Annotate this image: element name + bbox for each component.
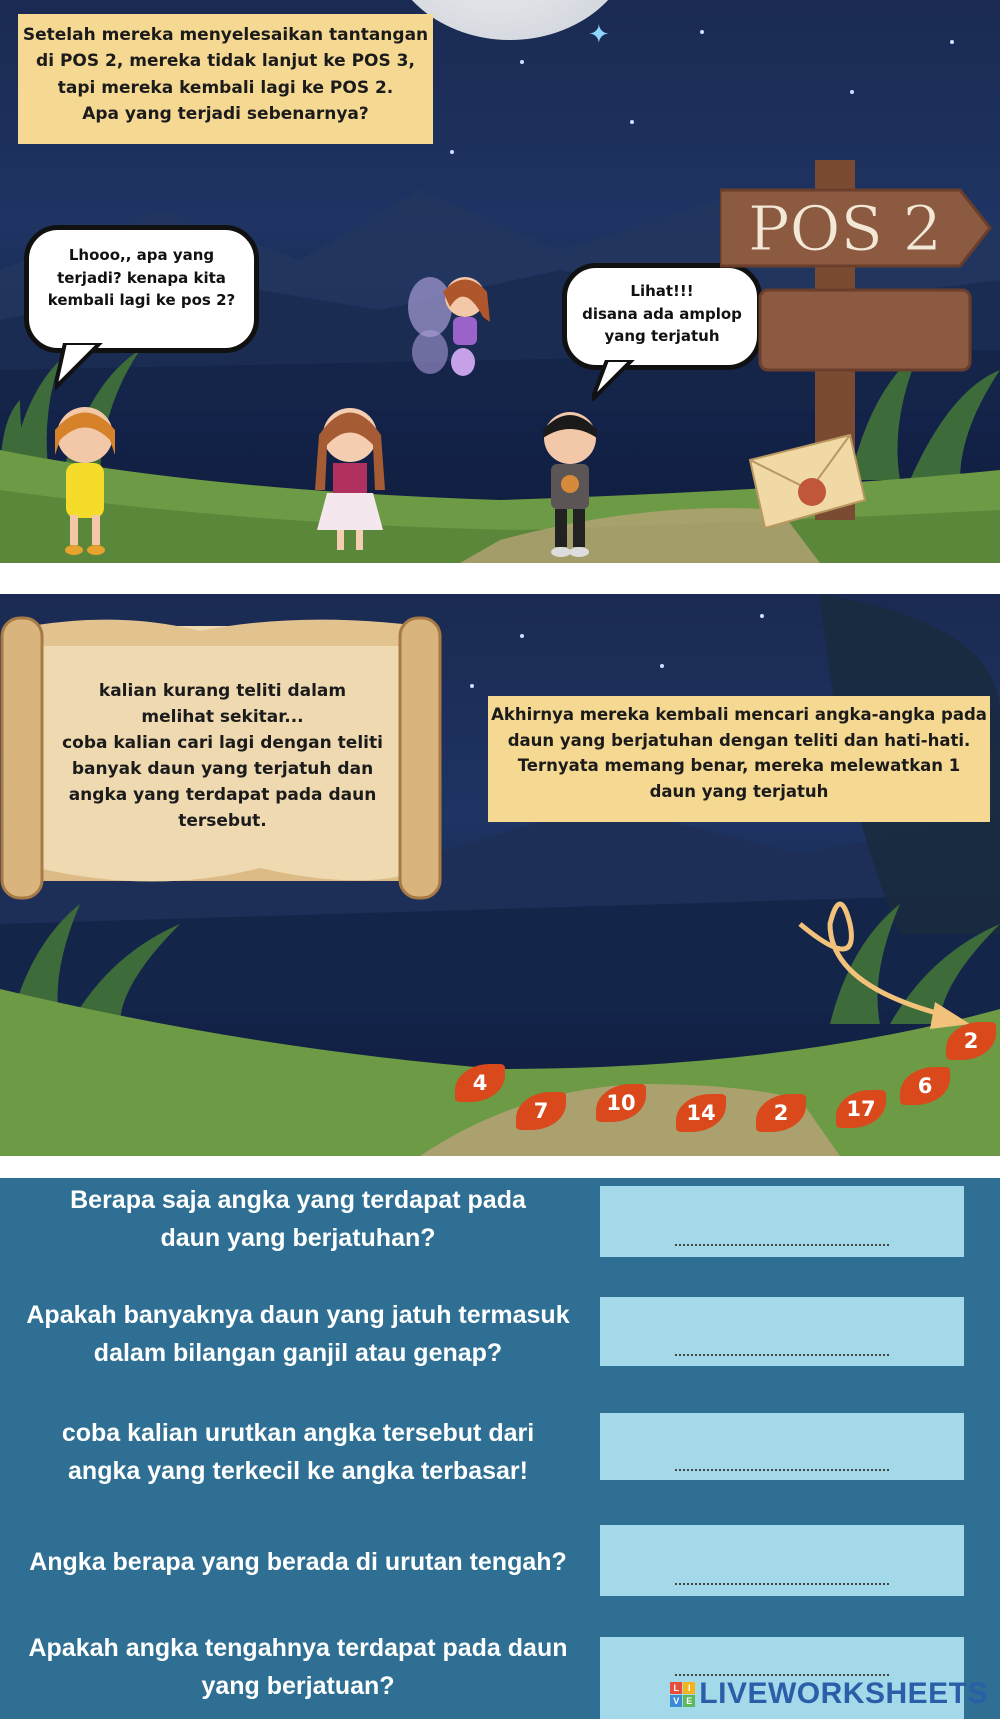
question-line: coba kalian urutkan angka tersebut dari [61,1419,535,1447]
bubble-line: terjadi? kenapa kita [57,268,226,287]
speech-bubble-left [24,225,259,353]
scroll-line: tersebut. [178,811,267,831]
answer-input-1[interactable] [675,1220,889,1246]
brand-name: LIVEWORKSHEETS [699,1677,988,1710]
caption-line: Setelah mereka menyelesaikan tantangan [22,25,429,45]
curly-arrow-icon [790,884,1000,1034]
question-text [8,1297,588,1372]
leaf-number: 7 [516,1092,566,1130]
story-caption [488,696,990,822]
star [950,40,954,44]
question-line: Berapa saja angka yang terdapat pada [70,1186,526,1214]
bubble-tail-left [55,343,115,393]
logo-grid-icon [670,1682,695,1707]
bubble-tail-right [592,360,642,405]
scroll-line: angka yang terdapat pada daun [68,785,377,805]
leaf-number: 4 [455,1064,505,1102]
answer-input-2[interactable] [675,1330,889,1356]
liveworksheets-logo[interactable] [670,1677,988,1711]
sign-label: POS 2 [747,192,943,265]
logo-letter: L [670,1682,682,1694]
bubble-line: yang terjatuh [604,327,720,345]
answer-box [600,1525,964,1596]
logo-letter: V [670,1695,682,1707]
star [760,614,764,618]
question-line: Apakah banyaknya daun yang jatuh termasuk [26,1301,570,1329]
scene-pos2-return [0,0,1000,563]
star [660,664,664,668]
answer-input-4[interactable] [675,1559,889,1585]
scroll-line: melihat sekitar... [141,707,304,727]
leaf-number: 14 [676,1094,726,1132]
bubble-line: disana ada amplop [582,304,742,323]
star [470,684,474,688]
answer-input-3[interactable] [675,1445,889,1471]
scroll-line: kalian kurang teliti dalam [98,681,347,701]
answer-input-5[interactable] [675,1650,889,1676]
answer-box [600,1297,964,1366]
caption-line: Akhirnya mereka kembali mencari angka-angka pada [491,705,987,724]
scroll-line: banyak daun yang terjatuh dan [71,759,374,779]
answer-box [600,1186,964,1257]
scene-search-leaves [0,594,1000,1156]
girl-pink-top [305,395,395,563]
bubble-line: Lihat!!! [630,282,694,300]
intro-caption [18,14,433,144]
questions-panel [0,1178,1000,1719]
leaf-number: 2 [756,1094,806,1132]
question-text [8,1630,588,1705]
question-text [8,1544,588,1582]
scroll-line: coba kalian cari lagi dengan teliti [62,733,383,753]
leaf-number: 10 [596,1084,646,1122]
caption-line: daun yang berjatuhan dengan teliti dan hati-hati. [507,730,971,750]
envelope-icon [740,430,870,540]
question-text [8,1415,588,1490]
logo-letter: E [683,1695,695,1707]
question-line: Angka berapa yang berada di urutan tengah? [29,1548,567,1576]
caption-line: daun yang terjatuh [649,781,829,801]
sparkle-icon: ✦ [588,20,610,50]
leaf-number: 6 [900,1067,950,1105]
star [520,60,524,64]
leaf-number: 2 [946,1022,996,1060]
question-text [8,1182,588,1257]
bubble-line: kembali lagi ke pos 2? [47,291,236,309]
question-line: angka yang terkecil ke angka terbasar! [68,1456,528,1485]
caption-line: tapi mereka kembali lagi ke POS 2. [57,77,394,98]
question-line: Apakah angka tengahnya terdapat pada daun [28,1634,568,1662]
caption-line: di POS 2, mereka tidak lanjut ke POS 3, [36,51,415,72]
scroll-text [50,678,395,834]
caption-line: Ternyata memang benar, mereka melewatkan 1 [517,756,961,776]
fairy [405,262,505,392]
star [850,90,854,94]
question-line: yang berjatuan? [201,1671,395,1700]
question-line: dalam bilangan ganjil atau genap? [93,1338,503,1367]
leaf-number: 17 [836,1090,886,1128]
star [630,120,634,124]
boy-dark-shirt [525,400,615,563]
star [700,30,704,34]
star [520,634,524,638]
caption-line: Apa yang terjadi sebenarnya? [82,104,369,125]
answer-box [600,1413,964,1480]
girl-yellow-dress [40,395,130,563]
bubble-line: Lhooo,, apa yang [68,246,215,264]
logo-letter: I [683,1682,695,1694]
question-line: daun yang berjatuhan? [160,1223,436,1252]
